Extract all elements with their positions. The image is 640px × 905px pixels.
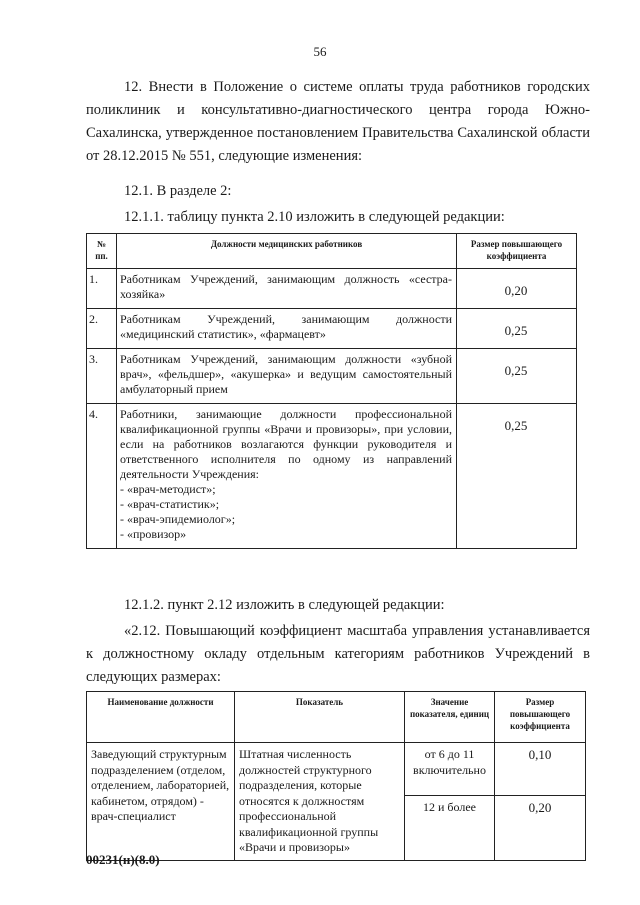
- header-coefficient: Размер повышающего коэффициента: [457, 234, 577, 269]
- row-coefficient: 0,25: [457, 404, 577, 549]
- paragraph-12-text: 12. Внести в Положение о системе оплаты труда работников городских поликлиник и консультативно-диагностического центра города Южно-Сахалинска, утвержденное постановлением Правительства Сахалинской области от 28.12.2015 № 551, следующие изменения:: [86, 79, 590, 164]
- table-row: [87, 404, 577, 549]
- coefficient-cell: 0,10: [495, 743, 586, 796]
- table-row: [87, 309, 577, 349]
- indicator-cell: Штатная численность должностей структурного подразделения, которые относятся к должностям профессиональной квалификационной группы «Врачи и провизоры»: [235, 743, 405, 861]
- table-row: [87, 349, 577, 404]
- coefficient-table-2: [86, 691, 586, 861]
- header-indicator-value: Значение показателя, единиц: [405, 692, 495, 743]
- row-description: Работникам Учреждений, занимающим должность «сестра-хозяйка»: [117, 269, 457, 309]
- header-coefficient: Размер повышающего коэффициента: [495, 692, 586, 743]
- header-indicator: Показатель: [235, 692, 405, 743]
- row-num: 2.: [87, 309, 117, 349]
- row-description: [117, 404, 457, 549]
- row-description-text: Работники, занимающие должности профессиональной квалификационной группы «Врачи и провизоры», при условии, если на работников возлагаются функции руководителя и ответственного исполнителя по одному из направлений деятельности Учреждения:: [120, 407, 452, 481]
- paragraph-12-1: [124, 180, 231, 203]
- row-num: 4.: [87, 404, 117, 549]
- table-header-row: [87, 234, 577, 269]
- table-header-row: [87, 692, 586, 743]
- paragraph-12-1-1-text: 12.1.1. таблицу пункта 2.10 изложить в следующей редакции:: [124, 209, 505, 225]
- list-item: - «провизор»: [120, 527, 187, 541]
- row-description: Работникам Учреждений, занимающим должности «зубной врач», «фельдшер», «акушерка» и ведущим самостоятельный амбулаторный прием: [117, 349, 457, 404]
- paragraph-12-1-1: [124, 206, 505, 229]
- paragraph-12: [86, 76, 590, 168]
- list-item: - «врач-эпидемиолог»;: [120, 512, 236, 526]
- row-coefficient: 0,25: [457, 349, 577, 404]
- row-num: 1.: [87, 269, 117, 309]
- indicator-value-cell: от 6 до 11 включительно: [405, 743, 495, 796]
- paragraph-12-1-text: 12.1. В разделе 2:: [124, 183, 232, 199]
- paragraph-12-1-2: [124, 594, 445, 617]
- page-number: 56: [313, 44, 327, 59]
- row-coefficient: 0,20: [457, 269, 577, 309]
- document-code: 00231(н)(8.0): [86, 852, 160, 867]
- position-name-cell: Заведующий структурным подразделением (отделом, отделением, лабораторией, кабинетом, отрядом) - врач-специалист: [87, 743, 235, 861]
- indicator-value-cell: 12 и более: [405, 796, 495, 861]
- row-coefficient: 0,25: [457, 309, 577, 349]
- header-num: № пп.: [87, 234, 117, 269]
- coefficient-cell: 0,20: [495, 796, 586, 861]
- coefficient-table-1: [86, 233, 577, 549]
- header-positions: Должности медицинских работников: [117, 234, 457, 269]
- list-item: - «врач-методист»;: [120, 482, 216, 496]
- table-row: [87, 269, 577, 309]
- paragraph-2-12: [86, 620, 590, 689]
- table-row: [87, 743, 586, 796]
- paragraph-2-12-text: «2.12. Повышающий коэффициент масштаба управления устанавливается к должностному окладу отдельным категориям работников Учреждений в следующих размерах:: [86, 623, 590, 685]
- list-item: - «врач-статистик»;: [120, 497, 220, 511]
- row-description: Работникам Учреждений, занимающим должности «медицинский статистик», «фармацевт»: [117, 309, 457, 349]
- header-position-name: Наименование должности: [87, 692, 235, 743]
- row-num: 3.: [87, 349, 117, 404]
- paragraph-12-1-2-text: 12.1.2. пункт 2.12 изложить в следующей редакции:: [124, 597, 445, 613]
